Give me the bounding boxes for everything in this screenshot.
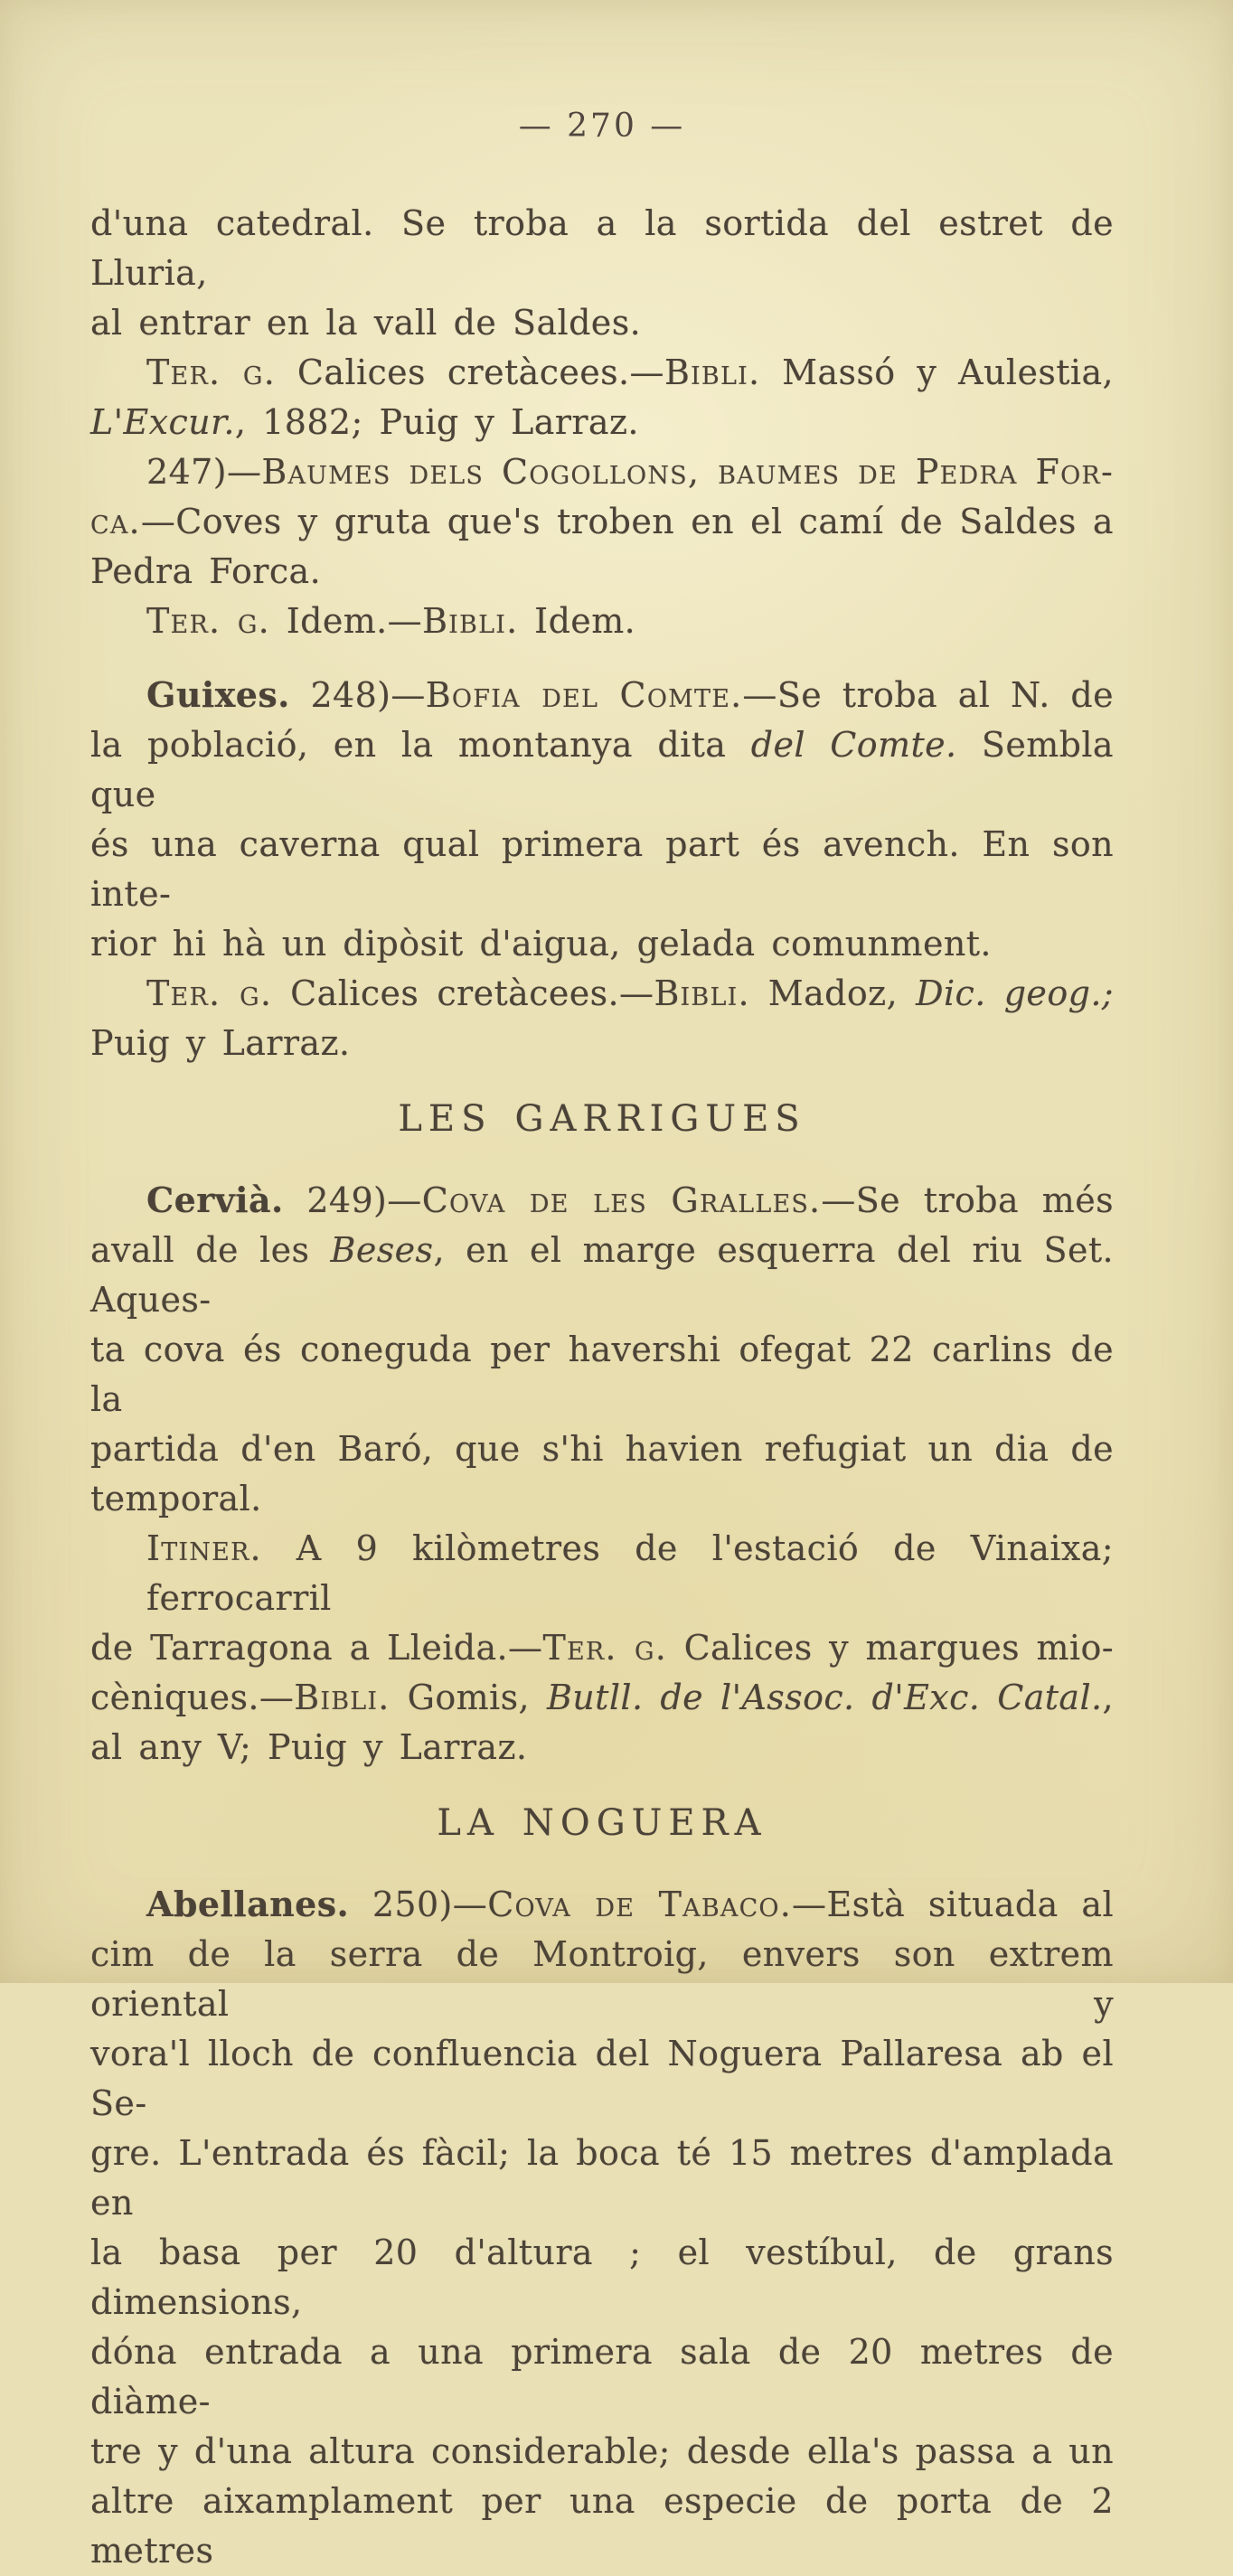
- text-segment: L'Excur.: [90, 402, 235, 442]
- text-segment: Dic. geog.;: [916, 973, 1115, 1013]
- text-segment: Bibli.: [664, 353, 761, 392]
- paragraph: [90, 199, 1114, 348]
- section-heading: LES GARRIGUES: [398, 1098, 806, 1140]
- paragraph: [90, 670, 1114, 1068]
- text-segment: Massó y Aulestia,: [760, 353, 1114, 392]
- text-segment: és una caverna qual primera part és avench. En son inte-: [90, 824, 1114, 914]
- page-number: — 270 —: [518, 108, 686, 145]
- text-segment: Calices y margues mio-: [667, 1628, 1114, 1668]
- text-segment: 250)—: [349, 1885, 488, 1924]
- text-segment: del Comte.: [750, 725, 957, 765]
- paragraph: [90, 348, 1114, 447]
- text-line: [90, 1019, 1114, 1068]
- text-line: [90, 1930, 1114, 2029]
- text-segment: avall de les: [90, 1230, 331, 1270]
- paragraph: [90, 1879, 1114, 2576]
- text-body: [90, 199, 1114, 2576]
- text-segment: Ter. g.: [146, 973, 273, 1013]
- text-line: [90, 969, 1114, 1019]
- text-segment: Sembla que: [90, 725, 1114, 814]
- text-segment: Puig y Larraz.: [90, 1023, 351, 1063]
- section-heading: LA NOGUERA: [437, 1802, 767, 1844]
- text-line: [90, 1325, 1114, 1424]
- text-line: [90, 298, 1114, 348]
- text-line: [90, 597, 1114, 646]
- text-segment: —Coves y gruta que's troben en el camí de Saldes a: [140, 502, 1114, 541]
- text-line: [90, 447, 1114, 497]
- text-segment: , en el marge esquerra del riu Set. Aques-: [90, 1230, 1114, 1320]
- text-segment: partida d'en Baró, que s'hi havien refugiat un dia de: [90, 1429, 1114, 1469]
- text-segment: —Està situada al: [792, 1885, 1114, 1924]
- text-segment: Bofia del Comte.: [425, 675, 743, 715]
- text-line: [90, 670, 1114, 720]
- text-segment: ,: [1102, 1678, 1114, 1717]
- text-segment: gre. L'entrada és fàcil; la boca té 15 metres d'amplada en: [90, 2133, 1114, 2223]
- text-line: [90, 1226, 1114, 1325]
- text-line: [90, 2129, 1114, 2228]
- text-segment: ta cova és coneguda per havershi ofegat 22 carlins de la: [90, 1330, 1114, 1419]
- text-line: [90, 2427, 1114, 2477]
- text-line: [90, 1723, 1114, 1772]
- text-segment: —Se troba més: [821, 1180, 1115, 1220]
- text-line: [90, 2029, 1114, 2129]
- text-segment: Cova de Tabaco.: [487, 1885, 793, 1924]
- text-segment: Idem.: [518, 601, 636, 641]
- text-line: [90, 1879, 1114, 1930]
- text-line: [90, 1424, 1114, 1474]
- text-segment: la població, en la montanya dita: [90, 725, 751, 765]
- text-line: [90, 497, 1114, 547]
- text-line: [90, 1175, 1114, 1226]
- text-segment: Calices cretàcees.—: [272, 973, 654, 1013]
- text-segment: 248)—: [289, 675, 426, 715]
- text-segment: Cervià.: [146, 1180, 284, 1220]
- text-segment: al any V; Puig y Larraz.: [90, 1727, 528, 1767]
- text-segment: —Se troba al N. de: [742, 675, 1114, 715]
- text-line: [90, 398, 1114, 447]
- text-segment: A 9 kilòmetres de l'estació de Vinaixa; ferrocarril: [146, 1528, 1114, 1618]
- text-segment: vora'l lloch de confluencia del Noguera Pallaresa ab el Se-: [90, 2034, 1114, 2123]
- text-segment: al entrar en la vall de Saldes.: [90, 303, 642, 343]
- text-line: [90, 348, 1114, 398]
- paragraph: [90, 447, 1114, 646]
- text-segment: altre aixamplament per una especie de porta de 2 metres: [90, 2481, 1114, 2571]
- text-line: [90, 547, 1114, 597]
- text-segment: Ter. g.: [542, 1628, 668, 1668]
- text-segment: Guixes.: [146, 674, 290, 715]
- text-segment: de Tarragona a Lleida.—: [90, 1628, 543, 1668]
- text-line: [90, 2327, 1114, 2427]
- text-segment: Pedra Forca.: [90, 551, 322, 591]
- text-segment: la basa per 20 d'altura ; el vestíbul, de grans dimensions,: [90, 2233, 1114, 2322]
- text-segment: Calices cretàcees.—: [275, 353, 664, 392]
- text-segment: Cova de les Gralles.: [421, 1180, 822, 1220]
- text-segment: Baumes dels Cogollons, baumes de Pedra For-: [261, 452, 1114, 492]
- text-line: [90, 1623, 1114, 1673]
- text-segment: Ter. g.: [146, 353, 276, 392]
- text-line: [90, 720, 1114, 820]
- text-line: [90, 919, 1114, 969]
- text-segment: Butll. de l'Assoc. d'Exc. Catal.: [546, 1678, 1103, 1717]
- text-line: [90, 820, 1114, 919]
- text-line: [90, 1524, 1114, 1623]
- text-segment: d'una catedral. Se troba a la sortida del estret de Lluria,: [90, 203, 1114, 293]
- text-line: [90, 1673, 1114, 1723]
- text-segment: cèniques.—: [90, 1678, 295, 1717]
- text-segment: 247)—: [146, 452, 262, 492]
- text-line: [90, 2228, 1114, 2327]
- text-segment: Bibli.: [422, 601, 519, 641]
- text-segment: Bibli.: [654, 973, 750, 1013]
- text-segment: Itiner.: [146, 1528, 262, 1568]
- text-line: [90, 1474, 1114, 1524]
- text-segment: Gomis,: [390, 1678, 547, 1717]
- text-segment: Abellanes.: [146, 1884, 350, 1924]
- text-segment: ca.: [90, 502, 141, 541]
- text-segment: cim de la serra de Montroig, envers son extrem oriental y: [90, 1934, 1114, 2024]
- text-line: [90, 199, 1114, 298]
- text-segment: temporal.: [90, 1479, 262, 1518]
- text-line: [90, 2477, 1114, 2576]
- text-segment: Ter. g.: [146, 601, 270, 641]
- text-segment: Madoz,: [749, 973, 917, 1013]
- text-segment: 249)—: [283, 1180, 422, 1220]
- paragraph: [90, 1175, 1114, 1772]
- text-segment: rior hi hà un dipòsit d'aigua, gelada comunment.: [90, 924, 992, 964]
- text-segment: , 1882; Puig y Larraz.: [234, 402, 639, 442]
- text-segment: tre y d'una altura considerable; desde ella's passa a un: [90, 2431, 1114, 2471]
- text-segment: Bibli.: [294, 1678, 391, 1717]
- text-segment: Beses: [330, 1230, 434, 1270]
- text-segment: Idem.—: [269, 601, 423, 641]
- text-segment: dóna entrada a una primera sala de 20 metres de diàme-: [90, 2332, 1114, 2421]
